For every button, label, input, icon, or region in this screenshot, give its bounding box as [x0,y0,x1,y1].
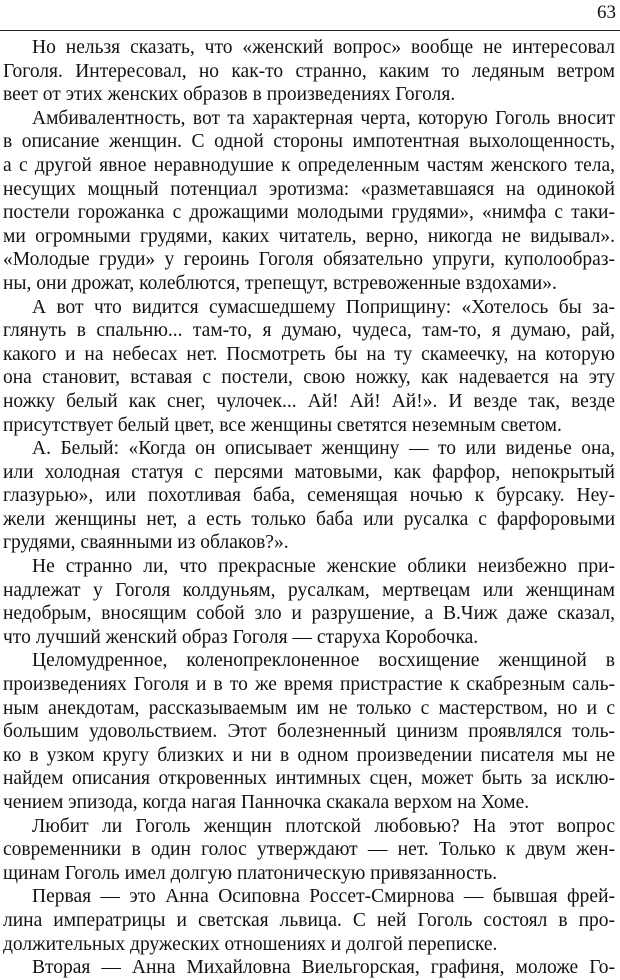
paragraph [3,437,615,555]
text-line: какого и на небесах нет. Посмотреть бы на ту скамеечку, на которую [3,343,615,365]
text-line: глянуть в спальню... там-то, я думаю, чудеса, там-то, я думаю, рай, [3,320,615,342]
text-line: Целомудренное, коленопреклоненное восхищение женщиной в [32,650,615,672]
text-line: ми огромными грудями, каких читатель, верно, никогда не видывал». [3,225,615,247]
text-line: найдем описания откровенных интимных сцен, может быть за исклю- [3,768,615,790]
text-line: «Молодые груди» у героинь Гоголя обязательно упруги, куполообраз- [3,249,615,271]
text-line: несущих мощный потенциал эротизма: «разметавшаяся на одинокой [3,178,615,200]
text-line: Амбивалентность, вот та характерная черта, которую Гоголь вносит [32,107,615,129]
body-text [3,36,615,980]
text-line: А. Белый: «Когда он описывает женщину — то или виденье она, [32,438,615,460]
text-line: грудями, сваянными из облаков?». [3,532,289,554]
paragraph [3,885,615,956]
paragraph [3,296,615,438]
text-line: постели горожанка с дрожащими молодыми грудями», «нимфа с таки- [3,202,615,224]
text-line: ны, они дрожат, колеблются, трепещут, встревоженные вздохами». [3,272,557,294]
paragraph [3,815,615,886]
text-line: Вторая — Анна Михайловна Виельгорская, графиня, моложе Го- [32,957,615,979]
text-line: Первая — это Анна Осиповна Россет-Смирнова — бывшая фрей- [32,886,615,908]
paragraph [3,107,615,296]
text-line: присутствует белый цвет, все женщины светятся неземным светом. [3,414,562,436]
paragraph [3,555,615,649]
text-line: глазурью», или похотливая баба, семенящая ночью к бурсаку. Неу- [3,485,615,507]
paragraph [3,36,615,107]
text-line: большим удовольствием. Этот болезненный цинизм проявлялся толь- [3,721,615,743]
text-line: Но нельзя сказать, что «женский вопрос» вообще не интересовал [32,37,615,58]
text-line: современники в один голос утверждают — нет. Только к двум жен- [3,839,615,861]
text-line: она становит, вставая с постели, свою ножку, как надевается на эту [3,367,615,389]
text-line: Гоголя. Интересовал, но как-то странно, каким то ледяным ветром [3,60,615,82]
header-rule [0,30,620,31]
text-line: а с другой явное неравнодушие к определенным частям женского тела, [3,154,615,176]
page-number: 63 [597,2,616,23]
text-line: лина императрицы и светская львица. С ней Гоголь состоял в про- [3,909,615,931]
text-line: или холодная статуя с персями матовыми, как фарфор, непокрытый [3,461,615,483]
text-line: веет от этих женских образов в произведениях Гоголя. [3,84,456,106]
text-line: что лучший женский образ Гоголя — старуха Коробочка. [3,626,479,648]
text-line: Не странно ли, что прекрасные женские облики неизбежно при- [32,556,615,578]
text-line: ножку белый как снег, чулочек... Ай! Ай! Ай!». И везде так, везде [3,390,615,412]
text-line: в описание женщин. С одной стороны импотентная выхолощенность, [3,131,615,153]
text-line: жели женщины нет, а есть только баба или русалка с фарфоровыми [3,508,615,530]
text-line: надлежат у Гоголя колдуньям, русалкам, мертвецам или женщинам [3,579,615,601]
text-line: щинам Гоголь имел долгую платоническую привязанность. [3,862,498,884]
text-line: А вот что видится сумасшедшему Поприщину: «Хотелось бы за- [32,296,615,318]
paragraph [3,956,615,980]
text-line: недобрым, вносящим собой зло и разрушение, а В.Чиж даже сказал, [3,603,615,625]
text-line: ко в узком кругу близких и ни в одном произведении писателя мы не [3,744,615,766]
text-line: ным анекдотам, рассказываемым им не только с мастерством, но и с [3,697,615,719]
text-line: произведениях Гоголя и в то же время пристрастие к скабрезным саль- [3,674,615,696]
text-line: Любит ли Гоголь женщин плотской любовью? На этот вопрос [32,815,615,837]
paragraph [3,649,615,814]
text-line: должительных дружеских отношениях и долгой переписке. [3,933,498,955]
text-line: чением эпизода, когда нагая Панночка скакала верхом на Хоме. [3,792,530,813]
